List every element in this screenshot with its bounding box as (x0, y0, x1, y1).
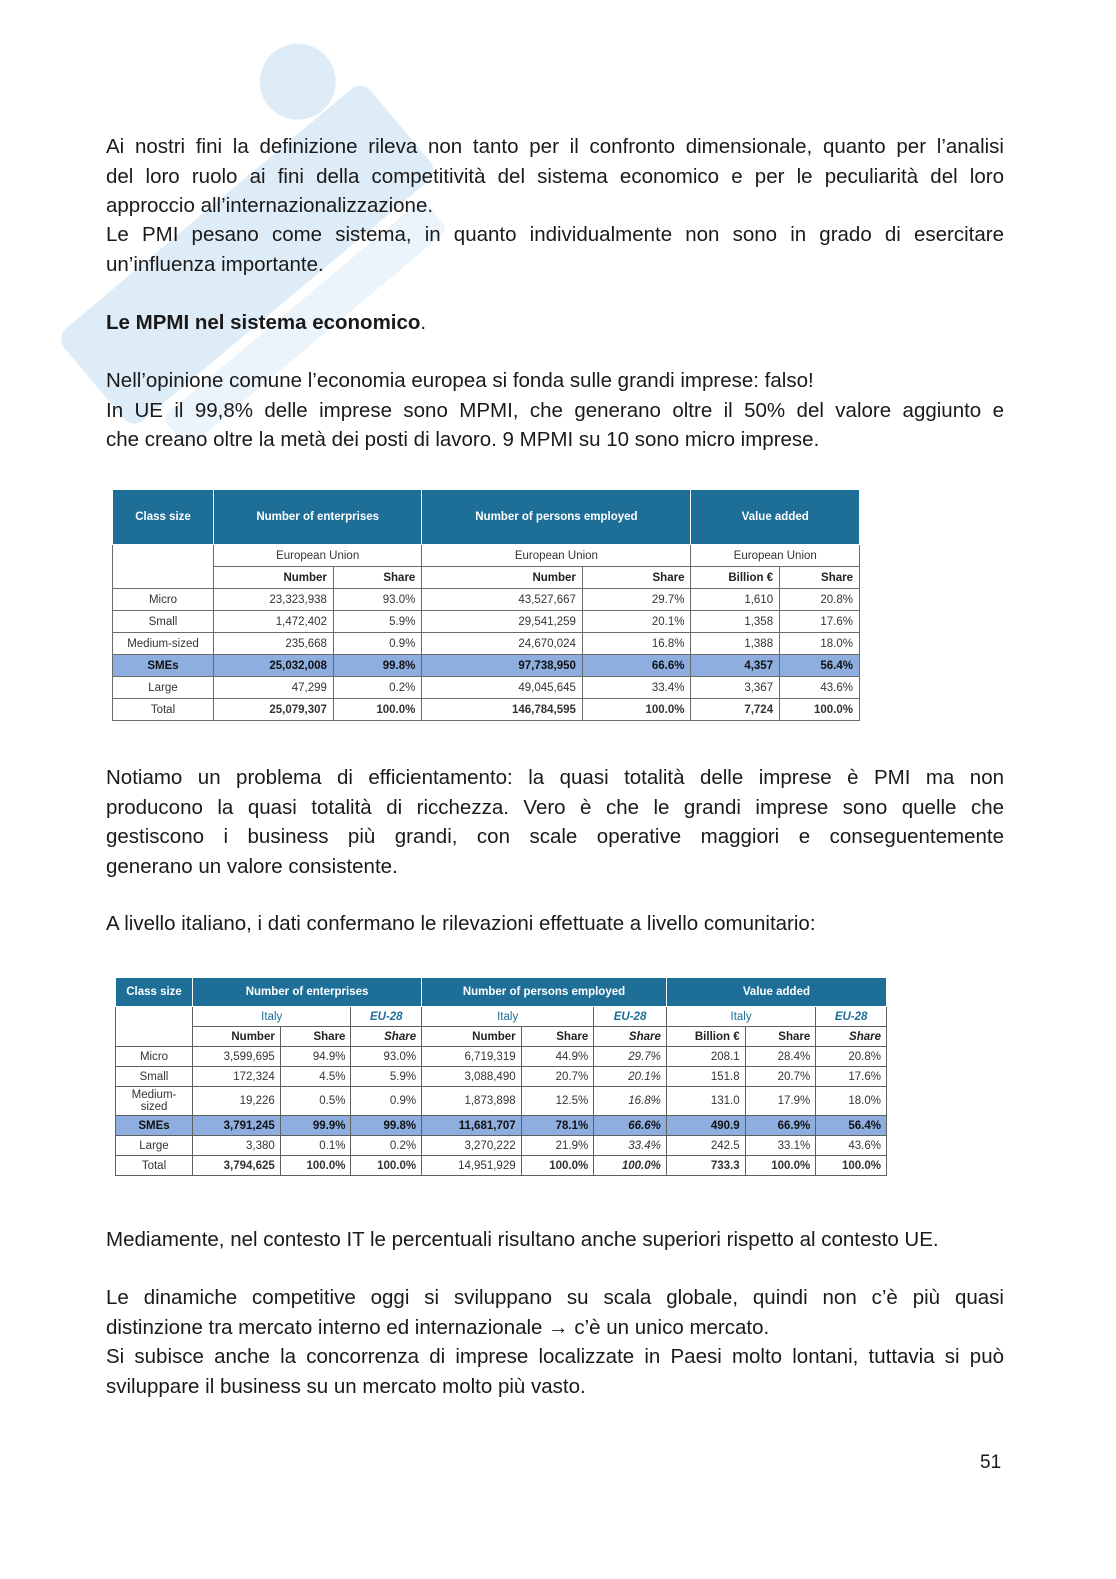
table-row (113, 589, 860, 611)
table-cell: 235,668 (214, 633, 334, 655)
table-cell: 17.6% (780, 611, 860, 633)
header-persons: Number of persons employed (422, 978, 667, 1007)
table-cell: 5.9% (351, 1067, 422, 1087)
table-cell: 23,323,938 (214, 589, 334, 611)
table-cell: 3,380 (193, 1136, 281, 1156)
table-cell: 3,088,490 (422, 1067, 522, 1087)
table-header-row (113, 545, 860, 567)
table-cell: 3,367 (691, 677, 780, 699)
table-cell: Total (116, 1156, 193, 1176)
table-cell: 16.8% (594, 1087, 667, 1116)
table-cell: Billion € (666, 1027, 745, 1047)
table-eu-smes (112, 489, 860, 721)
table-cell: 490.9 (666, 1116, 745, 1136)
text-line: Si subisce anche la concorrenza di imprese localizzate in Paesi molto lontani, tuttavia si può (106, 1345, 1004, 1368)
paragraph-italy-intro (106, 909, 1004, 939)
table-cell: 21.9% (521, 1136, 594, 1156)
table-cell: 33.4% (594, 1136, 667, 1156)
table-cell: 100.0% (745, 1156, 816, 1176)
table-cell: 20.7% (521, 1067, 594, 1087)
table-cell: Number (422, 567, 583, 589)
table-cell: 16.8% (582, 633, 691, 655)
table-cell: 1,358 (691, 611, 780, 633)
table-cell: Share (816, 1027, 887, 1047)
table-cell: 47,299 (214, 677, 334, 699)
table-cell: EU-28 (594, 1007, 667, 1027)
table-cell: 43.6% (816, 1136, 887, 1156)
table-row (116, 1087, 887, 1116)
table-cell: European Union (422, 545, 691, 567)
table-cell: 66.6% (594, 1116, 667, 1136)
table-cell: 11,681,707 (422, 1116, 522, 1136)
table-cell: 146,784,595 (422, 699, 583, 721)
table-row (113, 633, 860, 655)
table-cell: 49,045,645 (422, 677, 583, 699)
header-persons: Number of persons employed (422, 490, 691, 545)
table-cell: Small (113, 611, 214, 633)
table-cell: 29.7% (594, 1047, 667, 1067)
table-cell: Medium-sized (116, 1087, 193, 1116)
table-row-smes (116, 1116, 887, 1136)
header-value-added: Value added (691, 490, 860, 545)
table-cell: 100.0% (280, 1156, 351, 1176)
table-cell: 17.9% (745, 1087, 816, 1116)
table-cell: 25,032,008 (214, 655, 334, 677)
table-cell: 20.7% (745, 1067, 816, 1087)
text-line: Nell’opinione comune l’economia europea si fonda sulle grandi imprese: falso! (106, 369, 814, 392)
table-cell: 29.7% (582, 589, 691, 611)
table-cell: Italy (193, 1007, 351, 1027)
table-cell: Total (113, 699, 214, 721)
text-line: generano un valore consistente. (106, 854, 398, 878)
table-cell: Italy (422, 1007, 594, 1027)
table-cell: 66.9% (745, 1116, 816, 1136)
table-cell: 7,724 (691, 699, 780, 721)
table-cell: 208.1 (666, 1047, 745, 1067)
table-cell: 94.9% (280, 1047, 351, 1067)
text-line: Notiamo un problema di efficientamento: la quasi totalità delle imprese è PMI ma non (106, 766, 1004, 789)
table-cell: 25,079,307 (214, 699, 334, 721)
table-cell: 5.9% (333, 611, 421, 633)
table-cell: 4,357 (691, 655, 780, 677)
table-row (113, 611, 860, 633)
paragraph-eu-economy (106, 366, 1004, 455)
table-cell: 6,719,319 (422, 1047, 522, 1067)
table-cell: 20.1% (582, 611, 691, 633)
table-cell: Billion € (691, 567, 780, 589)
table-cell: 151.8 (666, 1067, 745, 1087)
table-cell: Share (745, 1027, 816, 1047)
table-cell: 100.0% (333, 699, 421, 721)
table-cell: Large (113, 677, 214, 699)
table-cell: 3,791,245 (193, 1116, 281, 1136)
text-line: A livello italiano, i dati confermano le rilevazioni effettuate a livello comunitario: (106, 912, 816, 935)
header-class-size: Class size (113, 490, 214, 545)
table-cell: Micro (113, 589, 214, 611)
header-value-added: Value added (666, 978, 886, 1007)
table-cell: 56.4% (780, 655, 860, 677)
table-row-total (116, 1156, 887, 1176)
table-cell: 242.5 (666, 1136, 745, 1156)
table-cell: 733.3 (666, 1156, 745, 1176)
table-cell: 0.9% (351, 1087, 422, 1116)
table-cell: Micro (116, 1047, 193, 1067)
table-cell: Italy (666, 1007, 815, 1027)
table-cell: 19,226 (193, 1087, 281, 1116)
paragraph-pmi-system (106, 220, 1004, 279)
text-line: Le PMI pesano come sistema, in quanto individualmente non sono in grado di esercitare (106, 223, 1004, 246)
text-line: distinzione tra mercato interno ed internazionale → c’è un unico mercato. (106, 1315, 770, 1339)
table-cell: 18.0% (816, 1087, 887, 1116)
table-cell: 44.9% (521, 1047, 594, 1067)
text-line: In UE il 99,8% delle imprese sono MPMI, che generano oltre il 50% del valore aggiunto e (106, 398, 1004, 422)
table-cell: 3,599,695 (193, 1047, 281, 1067)
table-cell: 24,670,024 (422, 633, 583, 655)
table-cell (113, 545, 214, 589)
table-cell: Share (351, 1027, 422, 1047)
header-class-size: Class size (116, 978, 193, 1007)
table-cell: Number (193, 1027, 281, 1047)
table-cell: 3,794,625 (193, 1156, 281, 1176)
table-cell: 0.2% (333, 677, 421, 699)
table-header-row (116, 978, 887, 1007)
text-line: approccio all’internazionalizzazione. (106, 194, 434, 217)
table-row (113, 677, 860, 699)
table-cell: 0.2% (351, 1136, 422, 1156)
table-row-total (113, 699, 860, 721)
table-cell: 12.5% (521, 1087, 594, 1116)
table-cell: EU-28 (816, 1007, 887, 1027)
paragraph-efficiency (106, 763, 1004, 881)
text-line: un’influenza importante. (106, 252, 324, 276)
table-cell: 100.0% (521, 1156, 594, 1176)
paragraph-it-context (106, 1225, 1004, 1255)
table-cell: Share (582, 567, 691, 589)
section-heading (106, 308, 1004, 338)
text-line: del loro ruolo ai fini della competitività del sistema economico e per le peculiarità del loro (106, 164, 1004, 188)
table-row (116, 1136, 887, 1156)
table-header-row (116, 1027, 887, 1047)
table-cell: 78.1% (521, 1116, 594, 1136)
table-cell: 28.4% (745, 1047, 816, 1067)
table-cell: 20.8% (780, 589, 860, 611)
table-cell: 43.6% (780, 677, 860, 699)
table-cell: 100.0% (582, 699, 691, 721)
text-line: sviluppare il business su un mercato molto più vasto. (106, 1374, 586, 1398)
table-cell: 172,324 (193, 1067, 281, 1087)
table-cell: Large (116, 1136, 193, 1156)
table-cell: Share (521, 1027, 594, 1047)
table-cell: Number (422, 1027, 522, 1047)
table-cell: 20.1% (594, 1067, 667, 1087)
table-cell: 17.6% (816, 1067, 887, 1087)
table-cell: 33.4% (582, 677, 691, 699)
text-line: Ai nostri fini la definizione rileva non tanto per il confronto dimensionale, quanto per l’analisi (106, 135, 1004, 158)
table-row (116, 1067, 887, 1087)
table-cell: 66.6% (582, 655, 691, 677)
table-cell: 100.0% (594, 1156, 667, 1176)
table-cell: Medium-sized (113, 633, 214, 655)
table-cell: Share (780, 567, 860, 589)
table-cell: 93.0% (351, 1047, 422, 1067)
table-cell: 43,527,667 (422, 589, 583, 611)
table-cell: 99.8% (333, 655, 421, 677)
table-cell: Small (116, 1067, 193, 1087)
table-cell: 4.5% (280, 1067, 351, 1087)
table-cell: Share (333, 567, 421, 589)
table-cell: SMEs (116, 1116, 193, 1136)
page-number: 51 (980, 1452, 1002, 1473)
header-enterprises: Number of enterprises (214, 490, 422, 545)
table-cell: SMEs (113, 655, 214, 677)
table-cell: 20.8% (816, 1047, 887, 1067)
table-cell: 1,472,402 (214, 611, 334, 633)
table-cell: 29,541,259 (422, 611, 583, 633)
table-cell: 0.5% (280, 1087, 351, 1116)
table-cell: 99.9% (280, 1116, 351, 1136)
table-cell: 100.0% (780, 699, 860, 721)
paragraph-global-competition (106, 1283, 1004, 1342)
table-cell: European Union (691, 545, 860, 567)
paragraph-definition (106, 132, 1004, 221)
table-cell: Number (214, 567, 334, 589)
text-line: Le dinamiche competitive oggi si sviluppano su scala globale, quindi non c’è più quasi (106, 1286, 1004, 1309)
table-cell: 1,873,898 (422, 1087, 522, 1116)
table-cell: 33.1% (745, 1136, 816, 1156)
table-cell: 100.0% (351, 1156, 422, 1176)
table-cell: 100.0% (816, 1156, 887, 1176)
table-cell: 14,951,929 (422, 1156, 522, 1176)
table-row-smes (113, 655, 860, 677)
text-line: producono la quasi totalità di ricchezza. Vero è che le grandi imprese sono quelle che (106, 795, 1004, 819)
table-cell: 18.0% (780, 633, 860, 655)
table-cell: Share (280, 1027, 351, 1047)
table-row (116, 1047, 887, 1067)
header-enterprises: Number of enterprises (193, 978, 422, 1007)
paragraph-distant-markets (106, 1342, 1004, 1401)
table-cell: Share (594, 1027, 667, 1047)
table-cell: 56.4% (816, 1116, 887, 1136)
table-cell: 131.0 (666, 1087, 745, 1116)
table-cell: 1,388 (691, 633, 780, 655)
text-line: . (420, 311, 427, 334)
text-line: che creano oltre la metà dei posti di lavoro. 9 MPMI su 10 sono micro imprese. (106, 428, 820, 451)
table-cell: 93.0% (333, 589, 421, 611)
text-line: gestiscono i business più grandi, con scale operative maggiori e conseguentemente (106, 825, 1004, 848)
table-header-row (113, 490, 860, 545)
table-header-row (113, 567, 860, 589)
text-line: Mediamente, nel contesto IT le percentuali risultano anche superiori rispetto al contesto UE. (106, 1228, 939, 1251)
table-cell: 0.9% (333, 633, 421, 655)
table-cell: EU-28 (351, 1007, 422, 1027)
table-italy-smes (115, 977, 887, 1176)
table-cell: 3,270,222 (422, 1136, 522, 1156)
table-cell (116, 1007, 193, 1047)
table-cell: 0.1% (280, 1136, 351, 1156)
text-line: Le MPMI nel sistema economico (106, 311, 421, 334)
table-cell: European Union (214, 545, 422, 567)
table-cell: 1,610 (691, 589, 780, 611)
table-cell: 97,738,950 (422, 655, 583, 677)
table-cell: 99.8% (351, 1116, 422, 1136)
table-header-row (116, 1007, 887, 1027)
